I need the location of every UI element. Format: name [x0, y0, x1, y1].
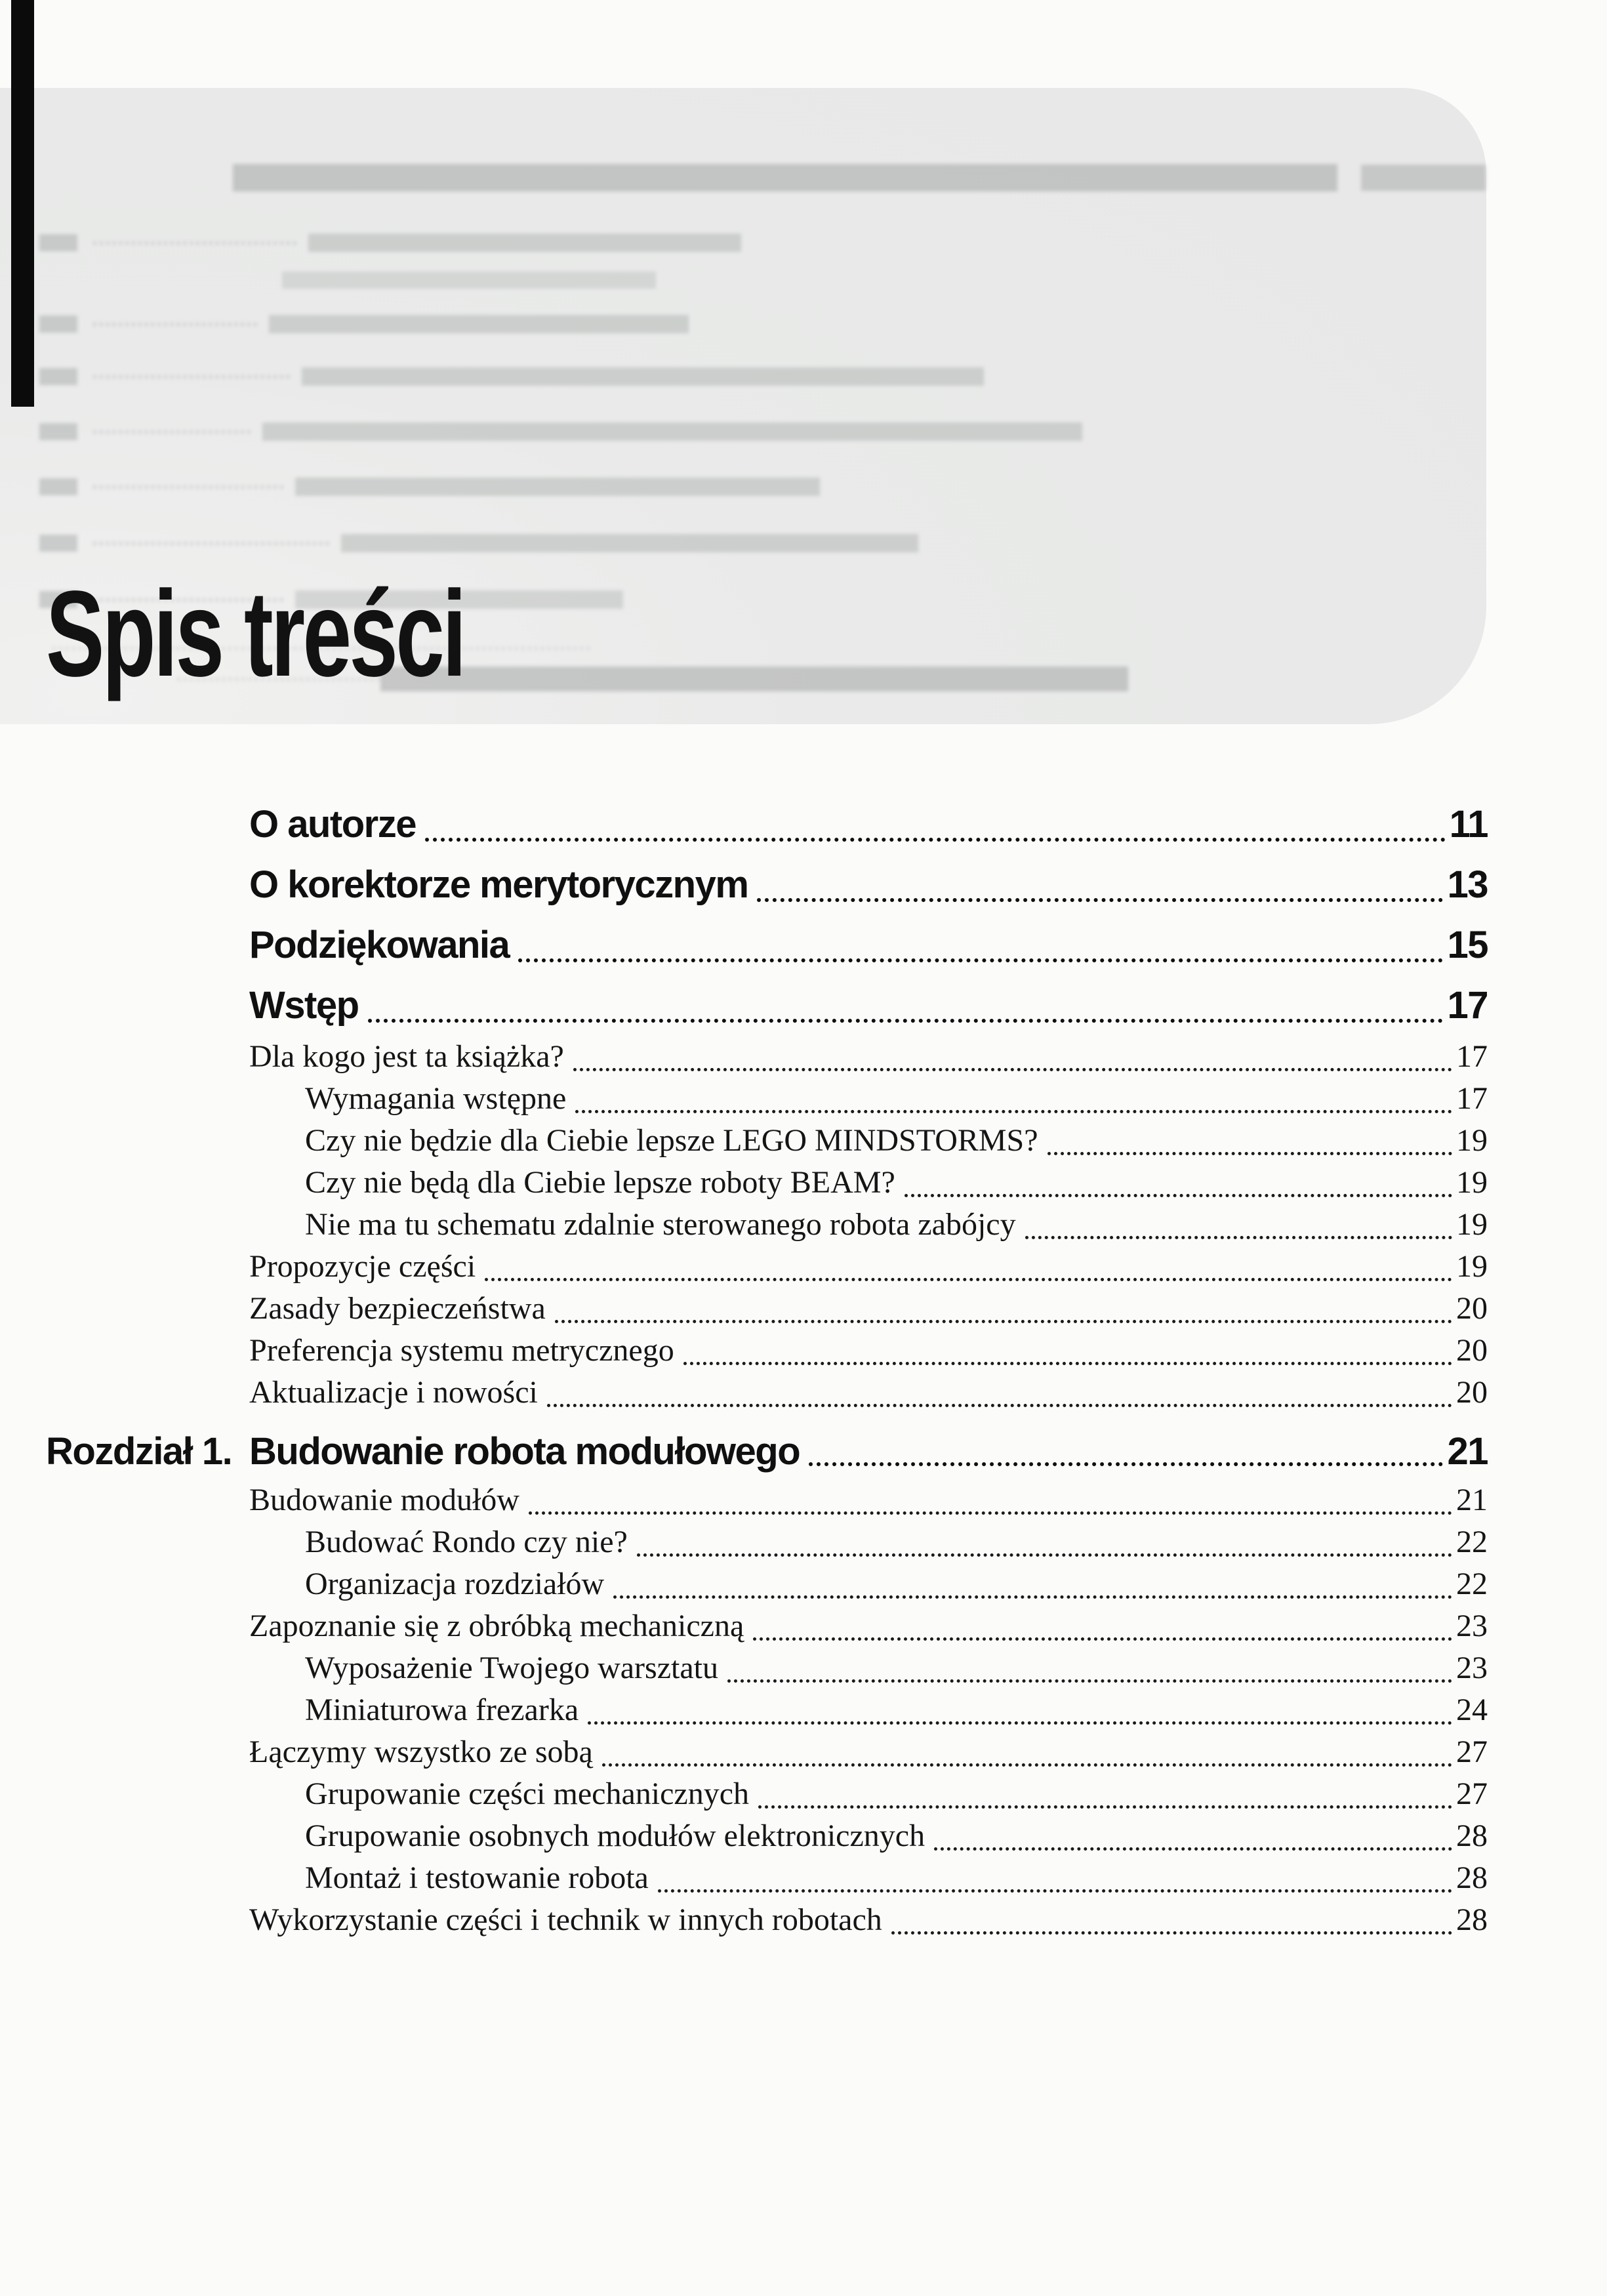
toc-entry-title: Grupowanie osobnych modułów elektronicznych	[305, 1818, 926, 1853]
toc-entry-title: O korektorze merytorycznym	[249, 863, 748, 906]
toc-row	[46, 1647, 1488, 1689]
toc-entry-title: Propozycje części	[249, 1249, 476, 1284]
toc-row	[46, 915, 1488, 975]
toc-row	[46, 1288, 1488, 1330]
bleedthrough-leader	[93, 241, 296, 245]
toc-row	[46, 1605, 1488, 1647]
dot-leader	[555, 1320, 1452, 1323]
toc-row	[46, 1815, 1488, 1857]
toc-chapter-label: Rozdział 1.	[46, 1430, 232, 1473]
toc-row	[46, 1424, 1488, 1479]
toc-row	[46, 975, 1488, 1036]
toc-entry-title: Grupowanie części mechanicznych	[305, 1776, 749, 1811]
dot-leader	[368, 1019, 1444, 1023]
dot-leader	[891, 1931, 1452, 1935]
bleedthrough-pagenum-smudge	[39, 535, 77, 552]
toc-page-number: 28	[1456, 1902, 1488, 1937]
toc-page-number: 27	[1456, 1776, 1488, 1811]
toc-entry-title: Budować Rondo czy nie?	[305, 1525, 628, 1559]
toc-page-number: 21	[1456, 1483, 1488, 1517]
toc-page-number: 19	[1456, 1123, 1488, 1158]
toc-list	[46, 794, 1488, 1941]
bleedthrough-text-smudge	[233, 164, 1337, 192]
dot-leader	[683, 1362, 1452, 1365]
dot-leader	[757, 898, 1443, 902]
toc-row	[46, 1857, 1488, 1899]
toc-row	[46, 1731, 1488, 1773]
toc-page-number: 17	[1456, 1039, 1488, 1074]
toc-page-number: 23	[1456, 1609, 1488, 1643]
page-title: Spis treści	[46, 566, 464, 702]
toc-page-number: 28	[1456, 1860, 1488, 1895]
bleedthrough-line	[39, 315, 689, 333]
toc-page-number: 19	[1456, 1165, 1488, 1200]
dot-leader	[602, 1763, 1452, 1767]
bleedthrough-leader	[93, 430, 251, 434]
bleedthrough-leader	[93, 542, 329, 545]
toc-row	[46, 1689, 1488, 1731]
toc-page-number: 11	[1449, 803, 1488, 846]
toc-row	[46, 1773, 1488, 1815]
toc-entry-title: Nie ma tu schematu zdalnie sterowanego robota zabójcy	[305, 1207, 1016, 1242]
toc-page-number: 15	[1447, 924, 1488, 966]
bleedthrough-text-smudge	[308, 234, 741, 252]
toc-page-number: 22	[1456, 1525, 1488, 1559]
bleedthrough-pagenum-smudge	[39, 234, 77, 251]
toc-page-number: 27	[1456, 1734, 1488, 1769]
toc-entry-title: Łączymy wszystko ze sobą	[249, 1734, 593, 1769]
bleedthrough-line	[39, 478, 820, 496]
toc-entry-title: Wymagania wstępne	[305, 1081, 567, 1116]
bleedthrough-text-smudge	[282, 272, 656, 289]
toc-entry-title: Zasady bezpieczeństwa	[249, 1291, 546, 1326]
dot-leader	[485, 1278, 1452, 1281]
toc-page-number: 20	[1456, 1333, 1488, 1368]
toc-row	[46, 1330, 1488, 1372]
bleedthrough-line	[282, 272, 656, 289]
toc-page-number: 20	[1456, 1291, 1488, 1326]
dot-leader	[588, 1721, 1452, 1725]
toc-entry-title: Miniaturowa frezarka	[305, 1692, 579, 1727]
toc-page-number: 13	[1447, 863, 1488, 906]
toc-entry-title: Czy nie będzie dla Ciebie lepsze LEGO MINDSTORMS?	[305, 1123, 1038, 1158]
toc-page-number: 20	[1456, 1375, 1488, 1410]
toc-entry-title: Budowanie robota modułowego	[249, 1430, 800, 1473]
toc-entry-title: Montaż i testowanie robota	[305, 1860, 649, 1895]
dot-leader	[529, 1511, 1452, 1515]
toc-row	[46, 1204, 1488, 1246]
toc-entry-title: Podziękowania	[249, 924, 510, 966]
bleedthrough-pagenum-smudge	[39, 478, 77, 495]
toc-row	[46, 1521, 1488, 1563]
toc-entry-title: O autorze	[249, 803, 416, 846]
toc-row	[46, 1479, 1488, 1521]
scan-artifact-bar	[11, 0, 34, 407]
bleedthrough-leader	[93, 485, 283, 489]
bleedthrough-text-smudge	[341, 534, 918, 552]
toc-row	[46, 1246, 1488, 1288]
toc-row	[46, 1162, 1488, 1204]
bleedthrough-line	[39, 234, 741, 252]
bleedthrough-leader	[93, 375, 290, 379]
toc-entry-title: Czy nie będą dla Ciebie lepsze roboty BEAM?	[305, 1165, 895, 1200]
dot-leader	[753, 1637, 1452, 1641]
dot-leader	[1048, 1152, 1452, 1155]
bleedthrough-label-smudge	[1361, 165, 1486, 191]
dot-leader	[547, 1404, 1452, 1407]
bleedthrough-line	[39, 367, 984, 386]
dot-leader	[637, 1553, 1452, 1557]
toc-page-number: 22	[1456, 1567, 1488, 1601]
bleedthrough-text-smudge	[302, 367, 984, 386]
toc-page-number: 17	[1456, 1081, 1488, 1116]
toc-row	[46, 855, 1488, 915]
dot-leader	[905, 1194, 1452, 1197]
dot-leader	[758, 1805, 1452, 1809]
dot-leader	[1025, 1236, 1452, 1239]
toc-page-number: 28	[1456, 1818, 1488, 1853]
toc-row	[46, 1120, 1488, 1162]
bleedthrough-line	[39, 534, 918, 552]
toc-entry-title: Preferencja systemu metrycznego	[249, 1333, 674, 1368]
bleedthrough-heading	[233, 164, 1486, 192]
bleedthrough-text-smudge	[262, 422, 1082, 441]
bleedthrough-pagenum-smudge	[39, 316, 77, 333]
toc-page-number: 19	[1456, 1249, 1488, 1284]
bleedthrough-pagenum-smudge	[39, 368, 77, 385]
toc-row	[46, 1372, 1488, 1414]
toc-row	[46, 1563, 1488, 1605]
toc-page-number: 19	[1456, 1207, 1488, 1242]
bleedthrough-text-smudge	[295, 478, 820, 496]
bleedthrough-leader	[93, 323, 257, 326]
toc-entry-title: Wyposażenie Twojego warsztatu	[305, 1650, 718, 1685]
toc-entry-title: Dla kogo jest ta książka?	[249, 1039, 564, 1074]
toc-entry-title: Aktualizacje i nowości	[249, 1375, 538, 1410]
dot-leader	[613, 1595, 1452, 1599]
dot-leader	[518, 958, 1443, 962]
dot-leader	[425, 838, 1446, 842]
toc-entry-title: Wstęp	[249, 984, 359, 1027]
toc-entry-title: Wykorzystanie części i technik w innych robotach	[249, 1902, 882, 1937]
dot-leader	[809, 1462, 1443, 1466]
dot-leader	[934, 1847, 1452, 1851]
toc-row	[46, 1899, 1488, 1941]
dot-leader	[575, 1110, 1452, 1113]
dot-leader	[573, 1068, 1452, 1071]
toc-entry-title: Organizacja rozdziałów	[305, 1567, 605, 1601]
toc-page-number: 21	[1447, 1430, 1488, 1473]
bleedthrough-text-smudge	[269, 315, 689, 333]
toc-entry-title: Zapoznanie się z obróbką mechaniczną	[249, 1609, 744, 1643]
bleedthrough-line	[39, 422, 1082, 441]
bleedthrough-pagenum-smudge	[39, 423, 77, 440]
toc-page-number: 23	[1456, 1650, 1488, 1685]
toc-entry-title: Budowanie modułów	[249, 1483, 519, 1517]
toc-row	[46, 794, 1488, 855]
dot-leader	[727, 1679, 1452, 1683]
toc-row	[46, 1078, 1488, 1120]
toc-row	[46, 1036, 1488, 1078]
toc-page-number: 24	[1456, 1692, 1488, 1727]
toc-page-number: 17	[1447, 984, 1488, 1027]
dot-leader	[658, 1889, 1452, 1893]
bleedthrough-text-smudge	[380, 666, 1128, 691]
